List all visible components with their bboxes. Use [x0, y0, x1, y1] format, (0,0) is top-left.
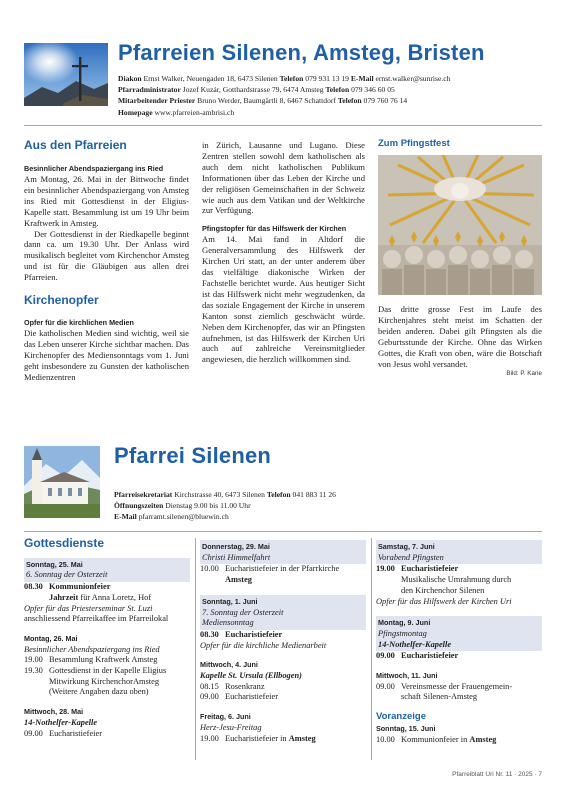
day-heading-block [376, 616, 542, 651]
contact-line-secretariat: Pfarreisekretariat Kirchstrasse 40, 6473 Silenen Telefon 041 883 11 26 [114, 490, 336, 499]
section-title: Kirchenopfer [24, 293, 99, 308]
offering-note: Opfer für die kirchliche Medienarbeit [200, 640, 327, 650]
time: 19.00 [376, 564, 395, 574]
service-day [200, 595, 366, 652]
contact-block [118, 73, 558, 118]
column-pfingstfest [378, 138, 542, 377]
day-subtitle: Kapelle St. Ursula (Ellbogen) [200, 671, 302, 681]
service-day [376, 540, 542, 607]
day-heading-block [24, 558, 190, 582]
contact-line-deacon: Diakon Ernst Walker, Neuengaden 18, 6473 Silenen Telefon 079 931 13 19 E-Mail ernst.walker@sunrise.ch [118, 74, 451, 83]
day-subtitle: Pfingstmontag [378, 628, 427, 638]
time: 10.00 [200, 564, 219, 574]
offering-note: Opfer für das Hilfswerk der Kirchen Uri [376, 596, 512, 606]
service-name: Gottesdienst in der Kapelle Eligius [49, 666, 167, 676]
parish-title: Pfarrei Silenen [114, 443, 272, 468]
day-heading: Sonntag, 25. Mai [26, 559, 83, 569]
page-title: Pfarreien Silenen, Amsteg, Bristen [118, 40, 485, 65]
service-day [376, 616, 542, 662]
service-note: Musikalische Umrahmung durch [401, 575, 512, 585]
service-name: Eucharistiefeier [49, 728, 103, 738]
service-location: Amsteg [288, 733, 316, 743]
subheading: Opfer für die kirchlichen Medien [24, 318, 134, 328]
day-subtitle: Vorabend Pfingsten [378, 552, 444, 562]
service-name: Kommunionfeier in [401, 734, 468, 744]
day-heading: Mittwoch, 28. Mai [24, 707, 84, 717]
service-note-bold: Jahrzeit [49, 592, 79, 602]
day-heading: Sonntag, 1. Juni [202, 596, 258, 606]
service-name: Eucharistiefeier in [225, 733, 287, 743]
divider [24, 125, 542, 126]
page-footer: Pfarreiblatt Uri Nr. 11 · 2025 · 7 [452, 771, 542, 778]
divider [24, 531, 542, 532]
service-day [24, 634, 190, 698]
day-heading: Mittwoch, 4. Juni [200, 660, 258, 670]
pentecost-relief-photo [378, 155, 542, 295]
paragraph: Am Montag, 26. Mai in der Bittwoche findet ein besinnlicher Abendspaziergang von Amsteg ins Ried mit Gottesdienst in der Eligius-Kapelle statt. Besammlung ist um 19 Uhr beim Kraftwerk in Amsteg. [24, 174, 189, 228]
service-name: Eucharistiefeier [401, 564, 459, 574]
paragraph: Die katholischen Medien sind wichtig, weil sie das Leben unserer Kirche sichtbar machen. Das Kirchenopfer des Mediensonntags vom 1. Juni geht insbesondere zu Gunsten der katholischen Medienzentren [24, 328, 189, 382]
day-heading: Samstag, 7. Juni [378, 542, 435, 551]
subheading: Besinnlicher Abendspaziergang ins Ried [24, 164, 164, 173]
column-aus-den-pfarreien [24, 138, 189, 383]
time: 09.00 [376, 681, 395, 691]
time: 19.30 [24, 666, 43, 676]
service-note: anschliessend Pfarreikaffee im Pfarreilokal [24, 614, 169, 624]
time: 09.00 [200, 692, 219, 702]
time: 08.15 [200, 681, 219, 691]
service-note: (Weitere Angaben dazu oben) [49, 687, 149, 697]
service-note: für Anna Loretz, Hof [80, 592, 152, 602]
service-name: Eucharistiefeier [401, 651, 459, 661]
service-name: Besammlung Kraftwerk Amsteg [49, 655, 158, 665]
contact-line-hours: Öffnungszeiten Dienstag 9.00 bis 11.00 Uhr [114, 501, 251, 511]
section-title: Aus den Pfarreien [24, 138, 127, 152]
paragraph: Am 14. Mai fand in Altdorf die Generalversammlung des Hilfswerk der Kirchen Uri statt, an der unter anderem über das vielfältige diakonische Wirken der Fachstelle berichtet wurde. Aus heutiger Sicht ist das Hilfswerk nicht mehr wegzudenken, da das soziale Engagement der Kirche in unserem Kanton sonst ziemlich geschwächt würde. Neben dem Kirchenopfer, das wir an Pfingsten aufnehmen, ist das Hilfswerk der Kirchen Uri auch auf zahlreiche Vereinsmitglieder angewiesen, die herzlich willkommen sind. [202, 234, 365, 365]
day-heading: Mittwoch, 11. Juni [376, 671, 438, 681]
service-note: Mitwirkung KirchenchorAmsteg [49, 676, 160, 686]
service-day [24, 707, 190, 739]
subheading: Pfingstopfer für das Hilfswerk der Kirchen [202, 224, 347, 234]
service-name: Eucharistiefeier in der Pfarrkirche [225, 564, 340, 574]
service-day [200, 660, 366, 703]
contact-line-homepage: Homepage www.pfarreien-ambrisi.ch [118, 107, 235, 117]
section-title: Voranzeige [376, 711, 426, 723]
service-day [24, 558, 190, 625]
service-day [200, 712, 366, 744]
mountain-cross-photo [24, 43, 108, 106]
time: 08.30 [200, 629, 219, 639]
time: 09.00 [376, 651, 395, 661]
service-location: Amsteg [225, 575, 252, 585]
day-subtitle: Besinnlicher Abendspaziergang ins Ried [24, 644, 160, 654]
paragraph: Das dritte grosse Fest im Laufe des Kirchenjahres steht meist im Schatten der beiden anderen. Dabei gilt Pfingsten als die Geburtsstunde der Kirche. Ohne das Wirken Gottes, die Kraft von oben, wäre die Botschaft von Jesus wohl versandet. [378, 304, 542, 369]
column-middle [202, 140, 365, 365]
service-location: Amsteg [469, 734, 497, 744]
contact-line-email: E-Mail pfarramt.silenen@bluewin.ch [114, 512, 229, 522]
day-subtitle: Christi Himmelfahrt [202, 552, 271, 562]
day-heading-block [376, 540, 542, 564]
day-subtitle: Mediensonntag [202, 618, 254, 628]
time: 19.00 [24, 655, 43, 665]
paragraph: in Zürich, Lausanne und Lugano. Diese Zentren stellen sowohl dem katholischen als auch dem nicht katholischen Publikum Informationen über das Leben der Kirche und der religiösen Gemeinschaften in der Schweiz wie auch aus dem Vatikan und der Weltkirche zur Verfügung. [202, 140, 365, 216]
day-heading: Donnerstag, 29. Mai [202, 542, 270, 551]
time: 08.30 [24, 582, 43, 592]
services-column-2 [200, 540, 366, 744]
service-name: Rosenkranz [225, 681, 265, 691]
time: 19.00 [200, 733, 219, 743]
day-heading: Freitag, 6. Juni [200, 712, 251, 722]
section-title: Zum Pfingstfest [378, 138, 450, 149]
service-name: schaft Silenen-Amsteg [401, 692, 478, 702]
column-divider [195, 538, 196, 760]
day-heading-block [200, 595, 366, 630]
day-subtitle: Herz-Jesu-Freitag [200, 722, 262, 732]
silenen-church-photo [24, 446, 100, 518]
day-subtitle: 6. Sonntag der Osterzeit [26, 570, 108, 580]
contact-line-priest: Mitarbeitender Priester Bruno Werder, Baumgärtli 8, 6467 Schattdorf Telefon 079 760 76 14 [118, 96, 408, 106]
paragraph: Der Gottesdienst in der Riedkapelle beginnt dann ca. um 19.30 Uhr. Der Anlass wird musikalisch begleitet vom Kirchenchor Amsteg und ist für die Gläubigen aus allen drei Pfarreien. [24, 228, 189, 283]
service-day [376, 671, 542, 703]
services-column-3 [376, 540, 542, 745]
contact-line-administrator: Pfarradministrator Jozef Kuzár, Gotthardstrasse 79, 6474 Amsteg Telefon 079 346 60 05 [118, 85, 395, 95]
service-name: Kommunionfeier [49, 582, 111, 592]
service-note: den Kirchenchor Silenen [401, 585, 485, 595]
image-credit: Bild: P. Kane [506, 370, 542, 378]
day-subtitle: 14-Nothelfer-Kapelle [378, 639, 452, 649]
day-heading: Sonntag, 15. Juni [376, 723, 436, 733]
time: 09.00 [24, 728, 43, 738]
time: 10.00 [376, 734, 395, 744]
day-heading-block [200, 540, 366, 564]
service-name: Eucharistiefeier [225, 692, 279, 702]
service-name: Eucharistiefeier [225, 629, 283, 639]
day-subtitle: 14-Nothelfer-Kapelle [24, 717, 98, 727]
parish-contact-block [114, 489, 554, 523]
section-title: Gottesdienste [24, 536, 105, 550]
service-day [200, 540, 366, 586]
column-divider [371, 538, 372, 760]
day-subtitle: 7. Sonntag der Osterzeit [202, 607, 284, 617]
services-column-1 [24, 538, 190, 739]
day-heading: Montag, 26. Mai [24, 633, 78, 643]
service-name: Vereinsmesse der Frauengemein- [401, 681, 513, 691]
service-day [376, 724, 542, 745]
offering-note: Opfer für das Priesterseminar St. Luzi [24, 603, 153, 613]
day-heading: Montag, 9. Juni [378, 618, 431, 628]
